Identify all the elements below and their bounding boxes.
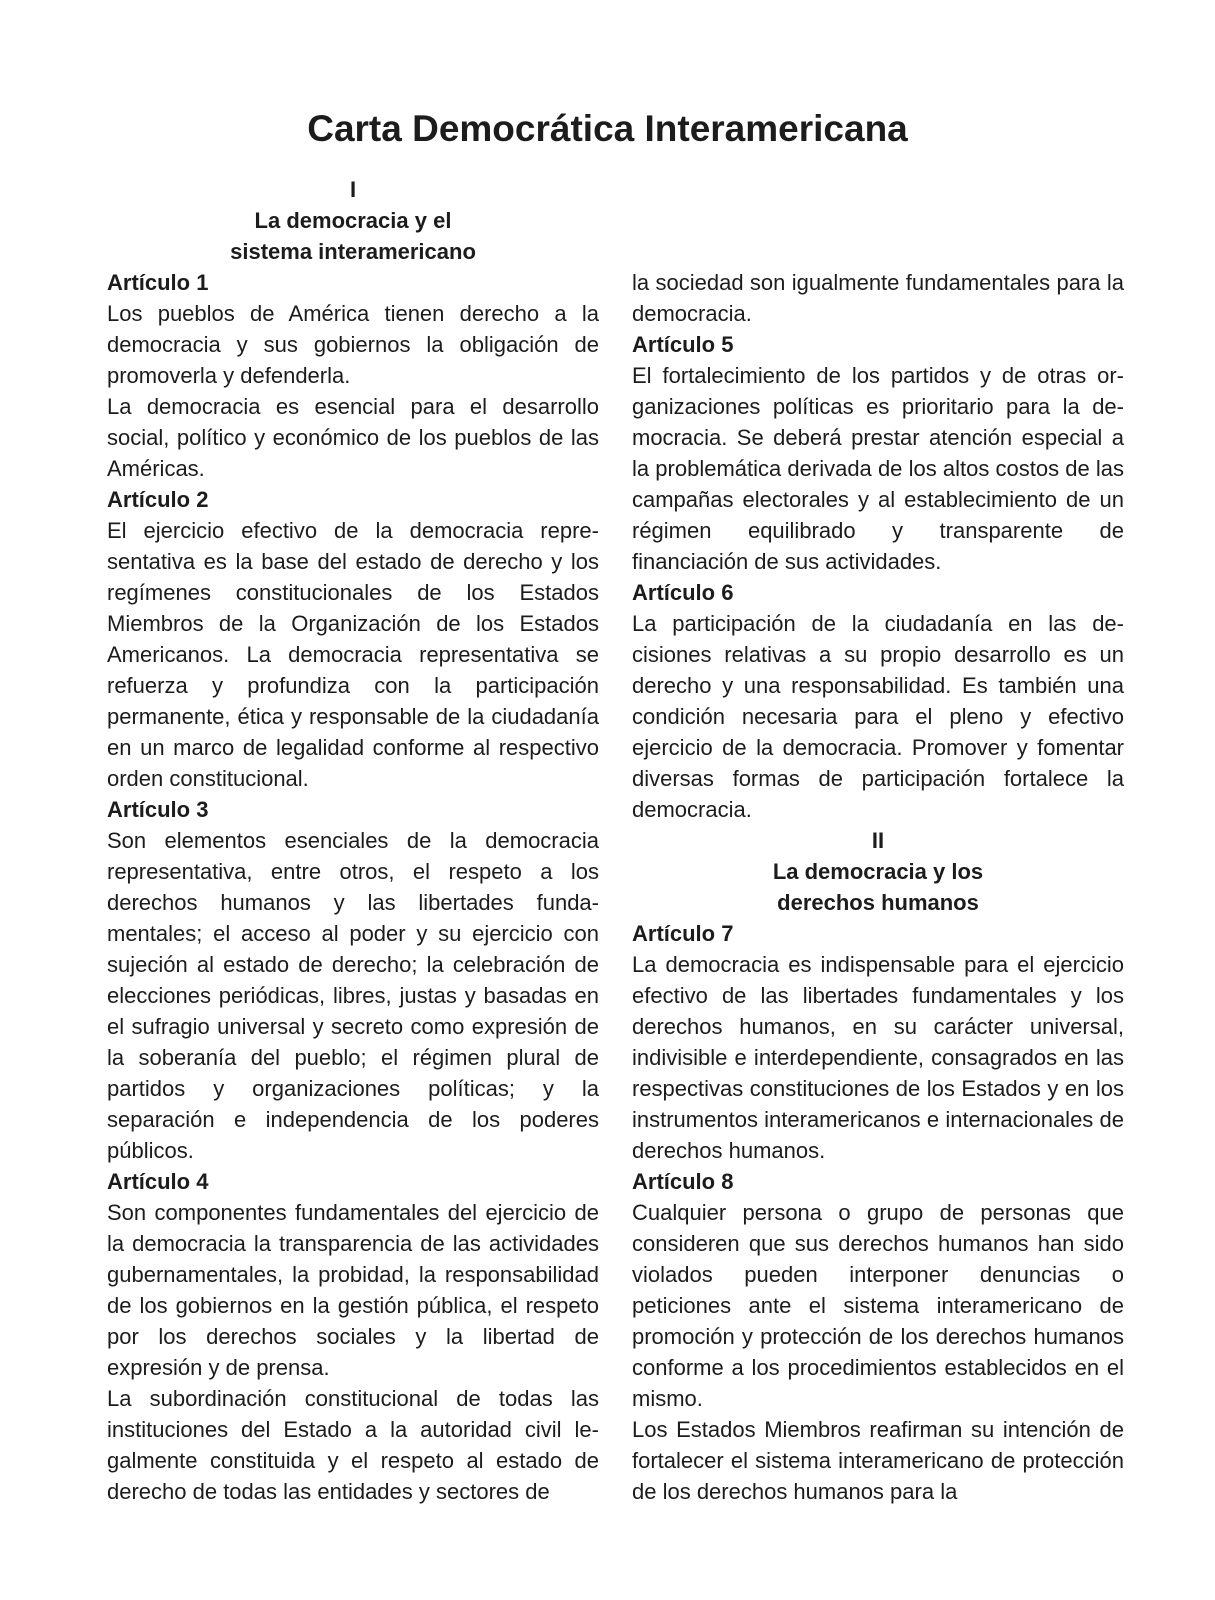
right-column [632, 267, 1124, 1507]
article-8-paragraph-1: Cualquier persona o grupo de personas que consideren que sus derechos humanos han sido violados pueden interponer denuncias o peticiones ante el sistema interamericano de promoción y protección de los derechos humanos conforme a los procedimientos establecidos en el mismo. [632, 1200, 1124, 1411]
article-1-paragraph-1: Los pueblos de América tienen derecho a la democracia y sus gobiernos la obligación de promoverla y defenderla. [107, 301, 599, 388]
article-8-heading: Artículo 8 [632, 1169, 734, 1194]
section-numeral: II [871, 828, 885, 853]
article-3-heading: Artículo 3 [107, 797, 209, 822]
article-2-paragraph: El ejercicio efectivo de la democracia representativa es la base del estado de derecho y los regímenes constitucionales de los Estados Miembros de la Organización de los Estados Americanos. La democracia representativa se refuerza y profundiza con la participación permanente, ética y responsable de la ciudadanía en un marco de legalidad conforme al respectivo orden constitucional. [107, 518, 599, 791]
article-4-heading: Artículo 4 [107, 1169, 209, 1194]
article-3-paragraph: Son elementos esenciales de la democracia representativa, entre otros, el respeto a los derechos humanos y las libertades fundamentales; el acceso al poder y su ejercicio con sujeción al estado de derecho; la celebración de elecciones periódicas, libres, justas y basadas en el sufragio universal y secreto como expresión de la soberanía del pueblo; el régimen plural de partidos y organizaciones políticas; y la separación e independencia de los poderes públicos. [107, 828, 599, 1163]
article-2-heading: Artículo 2 [107, 487, 209, 512]
article-5-heading: Artículo 5 [632, 332, 734, 357]
article-4-paragraph-2: La subordinación constitucional de todas las instituciones del Estado a la autoridad civil legalmente constituida y el respeto al estado de derecho de todas las entidades y sectores de [107, 1386, 599, 1504]
article-1-heading: Artículo 1 [107, 270, 209, 295]
article-8-paragraph-2: Los Estados Miembros reafirman su intención de fortalecer el sistema interamericano de protección de los derechos humanos para la [632, 1417, 1124, 1504]
section-title-line2: sistema interamericano [230, 239, 476, 264]
article-5-paragraph: El fortalecimiento de los partidos y de otras organizaciones políticas es prioritario para la democracia. Se deberá prestar atención especial a la problemática derivada de los altos costos de las campañas electorales y al establecimiento de un régimen equilibrado y transparente de financiación de sus actividades. [632, 363, 1124, 574]
article-7-paragraph: La democracia es indispensable para el ejercicio efectivo de las libertades fundamentales y los derechos humanos, en su carácter universal, indivisible e interdependiente, consagrados en las respectivas constituciones de los Estados y en los instrumentos interamericanos e internacionales de derechos humanos. [632, 952, 1124, 1163]
section-title-line1: La democracia y los [772, 859, 984, 884]
article-4-paragraph-1: Son componentes fundamentales del ejercicio de la democracia la transparencia de las actividades gubernamentales, la probidad, la responsabilidad de los gobiernos en la gestión pública, el respeto por los derechos sociales y la libertad de expresión y de prensa. [107, 1200, 599, 1380]
section-title-line2: derechos humanos [777, 890, 979, 915]
article-1-paragraph-2: La democracia es esencial para el desarrollo social, político y económico de los pueblos de las Américas. [107, 394, 599, 481]
article-6-heading: Artículo 6 [632, 580, 734, 605]
article-4-continuation: la sociedad son igualmente fundamentales para la democracia. [632, 270, 1124, 326]
article-7-heading: Artículo 7 [632, 921, 734, 946]
section-numeral: I [349, 177, 357, 202]
article-6-paragraph: La participación de la ciudadanía en las decisiones relativas a su propio desarrollo es un derecho y una responsabilidad. Es también una condición necesaria para el pleno y efectivo ejercicio de la democracia. Promover y fomentar diversas formas de participación fortalece la democracia. [632, 611, 1124, 822]
page-title: Carta Democrática Interamericana [307, 108, 908, 149]
section-title-line1: La democracia y el [254, 208, 452, 233]
left-column [107, 174, 599, 1507]
